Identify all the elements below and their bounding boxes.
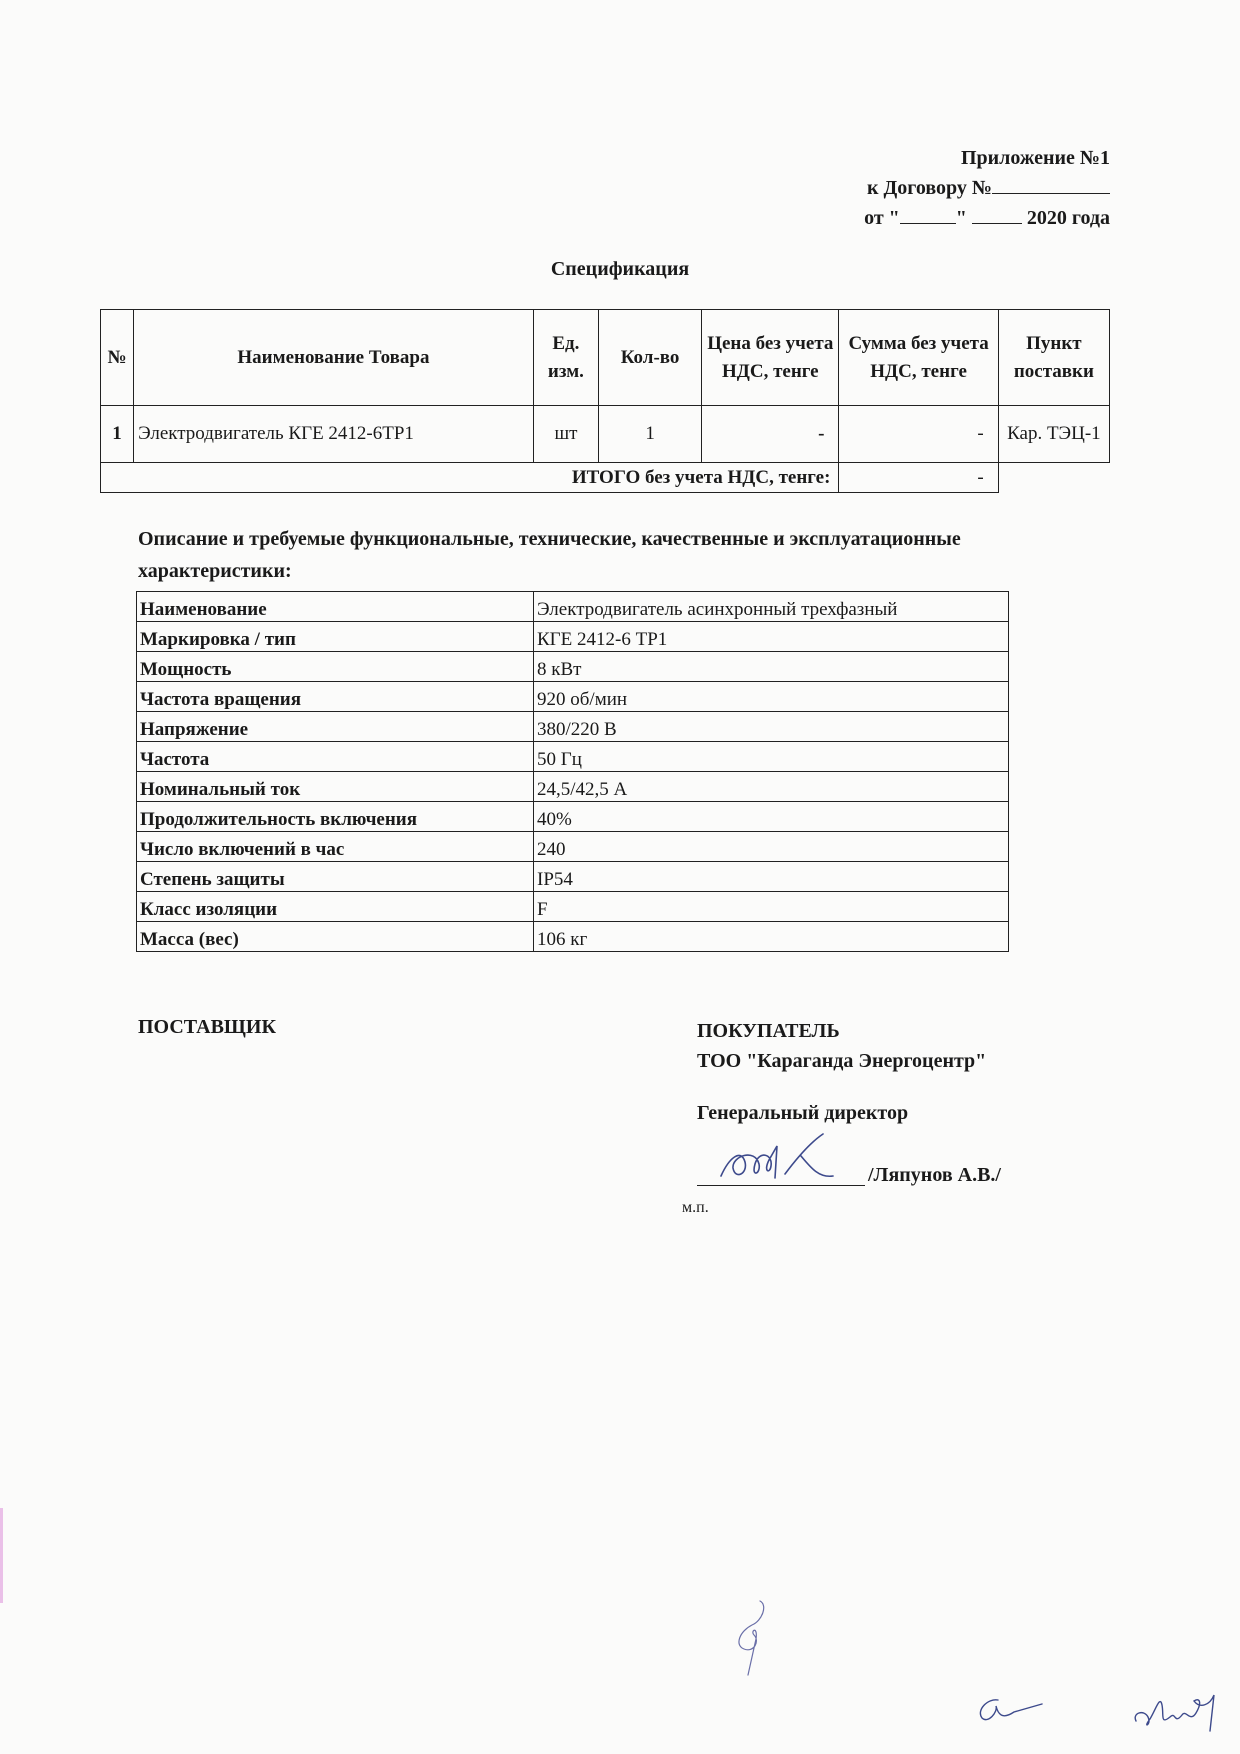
date-month-blank [972,205,1022,224]
char-value: Электродвигатель асинхронный трехфазный [534,592,1009,622]
char-value: 40% [534,802,1009,832]
supplier-label: ПОСТАВЩИК [138,1016,276,1038]
char-value: 50 Гц [534,742,1009,772]
char-value: 380/220 В [534,712,1009,742]
table-row [137,892,1009,922]
director-signature-image [715,1128,865,1190]
table-row [137,622,1009,652]
row-qty: 1 [598,406,701,463]
initial-mark-1-image [728,1595,778,1680]
table-row [137,922,1009,952]
contract-date-line: от " " 2020 года [864,207,1110,229]
appendix-number: Приложение №1 [960,147,1110,169]
buyer-block [697,1016,986,1076]
total-empty-cell [998,463,1109,493]
date-day-blank [900,205,956,224]
char-value: 106 кг [534,922,1009,952]
table-row [137,682,1009,712]
row-unit: шт [533,406,598,463]
col-header-sum: Сумма без учета НДС, тенге [839,310,998,406]
row-name: Электродвигатель КГЕ 2412-6ТР1 [134,406,534,463]
buyer-label: ПОКУПАТЕЛЬ [697,1020,840,1042]
row-num: 1 [101,406,134,463]
spec-header-row [101,310,1110,406]
col-header-num: № [101,310,134,406]
col-header-price: Цена без учета НДС, тенге [702,310,839,406]
char-name: Напряжение [137,712,534,742]
char-name: Номинальный ток [137,772,534,802]
char-name: Наименование [137,592,534,622]
stamp-place-label: м.п. [682,1199,709,1216]
description-title: Описание и требуемые функциональные, технические, качественные и эксплуатационные характеристики: [138,528,961,582]
table-row [137,772,1009,802]
margin-scan-mark [0,1508,3,1603]
char-value: F [534,892,1009,922]
char-value: КГЕ 2412-6 ТР1 [534,622,1009,652]
contract-number-blank [992,175,1110,194]
signatory-name: /Ляпунов А.В./ [868,1164,1001,1186]
total-label: ИТОГО без учета НДС, тенге: [101,463,839,493]
char-name: Продолжительность включения [137,802,534,832]
characteristics-table [136,591,1009,952]
row-sum: - [839,406,998,463]
char-value: 920 об/мин [534,682,1009,712]
char-name: Масса (вес) [137,922,534,952]
spec-table [100,309,1110,493]
table-row [137,832,1009,862]
char-name: Частота [137,742,534,772]
char-name: Число включений в час [137,832,534,862]
char-value: 8 кВт [534,652,1009,682]
char-name: Частота вращения [137,682,534,712]
row-price: - [702,406,839,463]
table-row [137,862,1009,892]
table-row [137,742,1009,772]
buyer-company: ТОО "Караганда Энергоцентр" [697,1050,987,1072]
initial-mark-3-image [1130,1685,1230,1740]
col-header-name: Наименование Товара [134,310,534,406]
table-row [101,406,1110,463]
char-value: IP54 [534,862,1009,892]
total-row [101,463,1110,493]
char-value: 24,5/42,5 А [534,772,1009,802]
char-name: Маркировка / тип [137,622,534,652]
char-name: Мощность [137,652,534,682]
table-row [137,592,1009,622]
contract-number-line: к Договору № [864,173,1110,203]
initial-mark-2-image [968,1690,1048,1730]
spec-title: Спецификация [550,258,690,280]
char-name: Степень защиты [137,862,534,892]
table-row [137,802,1009,832]
char-value: 240 [534,832,1009,862]
col-header-delivery: Пункт поставки [998,310,1109,406]
col-header-unit: Ед. изм. [533,310,598,406]
table-row [137,652,1009,682]
char-name: Класс изоляции [137,892,534,922]
col-header-qty: Кол-во [598,310,701,406]
total-value: - [839,463,998,493]
table-row [137,712,1009,742]
row-delivery: Кар. ТЭЦ-1 [998,406,1109,463]
appendix-header [864,143,1110,233]
buyer-position: Генеральный директор [697,1102,909,1124]
